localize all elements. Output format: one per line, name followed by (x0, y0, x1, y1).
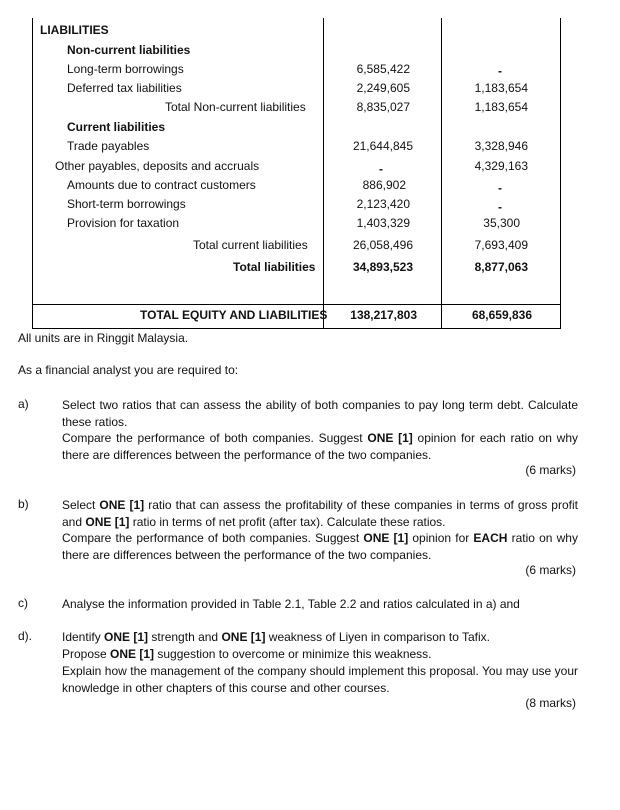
question-d-label: d). (18, 629, 33, 643)
table-divider-2 (441, 18, 442, 329)
intro-text: As a financial analyst you are required to: (18, 363, 239, 377)
current-header: Current liabilities (67, 120, 166, 134)
total-liabilities-a: 34,893,523 (352, 260, 413, 274)
row-value-a: 21,644,845 (352, 139, 413, 153)
question-a-line-2 (62, 430, 578, 463)
question-c-text: Analyse the information provided in Table 2.1, Table 2.2 and ratios calculated in a) and (62, 597, 520, 611)
question-a-line-1-text: Select two ratios that can assess the ability of both companies to pay long term debt. Calculate these ratios. (62, 398, 578, 429)
row-value-b: - (498, 64, 502, 78)
row-value-a: 2,249,605 (356, 81, 410, 95)
question-d-line-3-text: Explain how the management of the company should implement this proposal. You may use your knowledge in other chapters of this course and other courses. (62, 664, 578, 695)
question-d-marks: (8 marks) (525, 696, 576, 710)
table-right-border (560, 18, 561, 329)
question-b-marks: (6 marks) (525, 563, 576, 577)
question-a-label: a) (18, 397, 29, 411)
row-value-a: 886,902 (362, 178, 406, 192)
question-b-line-2-text: Compare the performance of both companies. Suggest ONE [1] opinion for EACH ratio on why there are differences between the performance of the two companies. (62, 531, 578, 562)
question-a-line-1 (62, 397, 578, 430)
row-label: Long-term borrowings (67, 62, 184, 76)
row-value-b: 35,300 (483, 216, 520, 230)
row-label: Amounts due to contract customers (67, 178, 256, 192)
row-value-a: 1,403,329 (356, 216, 410, 230)
row-value-b: - (498, 200, 502, 214)
row-value-a: 2,123,420 (356, 197, 410, 211)
question-b-line-1-text: Select ONE [1] ratio that can assess the profitability of these companies in terms of gross profit and ONE [1] ratio in terms of net profit (after tax). Calculate these ratios. (62, 498, 578, 529)
row-label: Trade payables (67, 139, 150, 153)
question-d-line-3 (62, 663, 578, 696)
question-a-marks: (6 marks) (525, 463, 576, 477)
question-b-line-1 (62, 497, 578, 530)
total-current-b: 7,693,409 (474, 238, 528, 252)
grand-total-a: 138,217,803 (350, 308, 417, 322)
question-b-line-2 (62, 530, 578, 563)
total-noncurrent-b: 1,183,654 (474, 100, 528, 114)
row-value-a: 6,585,422 (356, 62, 410, 76)
row-value-b: 1,183,654 (474, 81, 528, 95)
noncurrent-header: Non-current liabilities (67, 43, 191, 57)
question-b-label: b) (18, 497, 29, 511)
total-liabilities-label: Total liabilities (233, 260, 316, 274)
row-label: Deferred tax liabilities (67, 81, 182, 95)
units-note: All units are in Ringgit Malaysia. (18, 331, 189, 345)
grand-total-label: TOTAL EQUITY AND LIABILITIES (140, 308, 328, 322)
row-value-b: 3,328,946 (474, 139, 528, 153)
row-value-b: 4,329,163 (474, 159, 528, 173)
table-bottom-line (32, 328, 561, 329)
total-noncurrent-a: 8,835,027 (356, 100, 410, 114)
grand-total-b: 68,659,836 (471, 308, 532, 322)
question-d-line-1 (62, 629, 578, 646)
total-current-label: Total current liabilities (193, 238, 308, 252)
row-value-a: - (379, 162, 383, 176)
row-label: Short-term borrowings (67, 197, 186, 211)
total-noncurrent-label: Total Non-current liabilities (165, 100, 306, 114)
liabilities-header: LIABILITIES (40, 23, 109, 37)
total-liabilities-b: 8,877,063 (474, 260, 528, 274)
table-total-top-line (32, 304, 561, 305)
question-a-line-2-text: Compare the performance of both companies. Suggest ONE [1] opinion for each ratio on why there are differences between the performance of the two companies. (62, 431, 578, 462)
table-left-border (32, 18, 33, 329)
table-divider-1 (323, 18, 324, 329)
row-value-b: - (498, 181, 502, 195)
total-current-a: 26,058,496 (352, 238, 413, 252)
question-c-label: c) (18, 596, 28, 610)
question-d-line-1-text: Identify ONE [1] strength and ONE [1] weakness of Liyen in comparison to Tafix. (62, 630, 491, 644)
question-d-line-2 (62, 646, 578, 663)
question-d-line-2-text: Propose ONE [1] suggestion to overcome or minimize this weakness. (62, 647, 432, 661)
row-label: Provision for taxation (67, 216, 180, 230)
row-label: Other payables, deposits and accruals (55, 159, 260, 173)
